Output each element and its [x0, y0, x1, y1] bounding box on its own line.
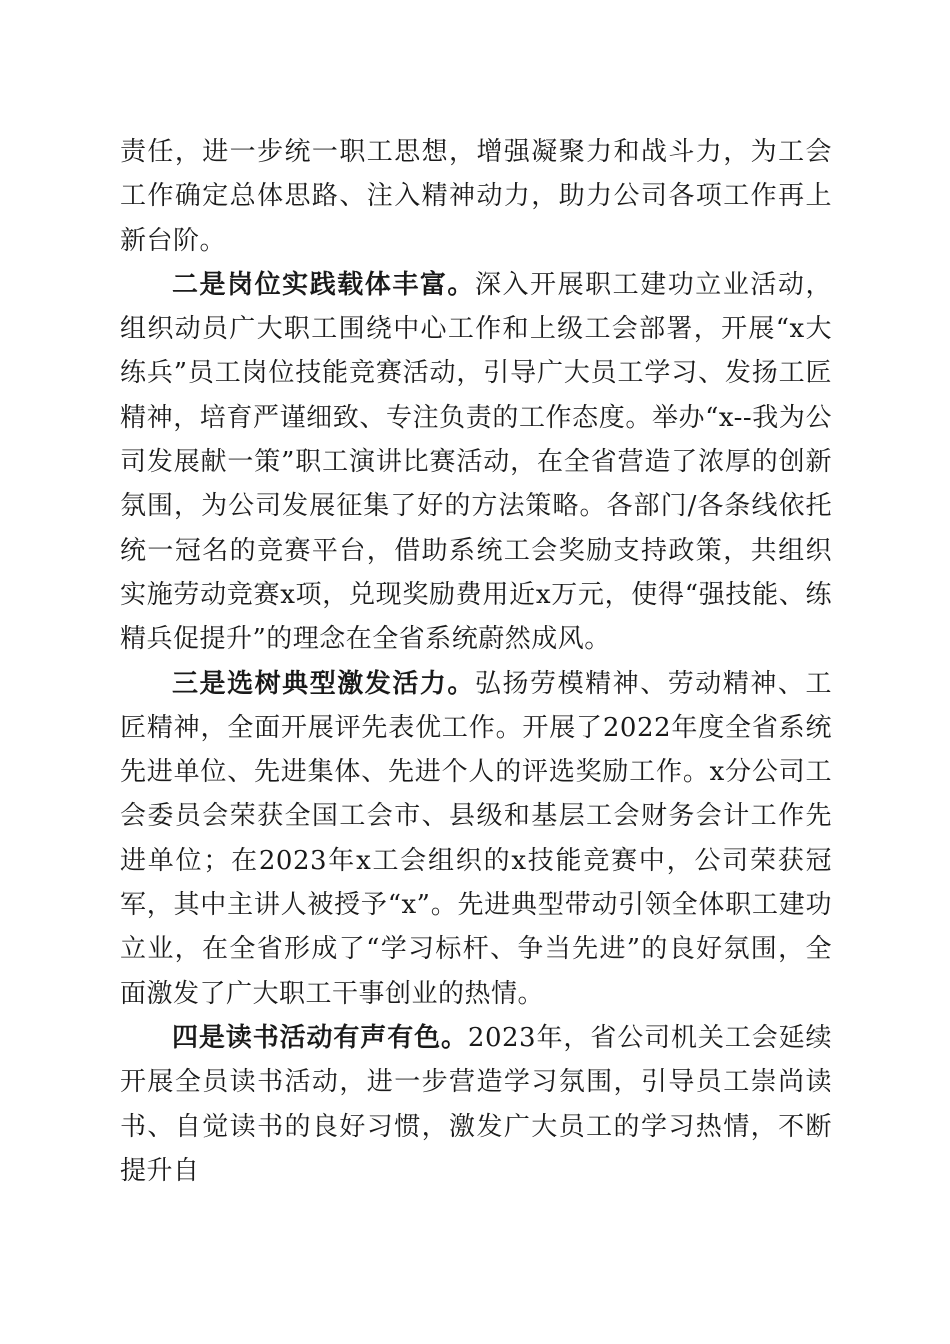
paragraph-role-models	[120, 662, 832, 1016]
paragraph-post-practice	[120, 263, 832, 662]
paragraph-heading: 三是选树典型激发活力。	[172, 668, 475, 699]
paragraph-text: 弘扬劳模精神、劳动精神、工匠精神，全面开展评先表优工作。开展了2022年度全省系统先进单位、先进集体、先进个人的评选奖励工作。x分公司工会委员会荣获全国工会市、县级和基层工会财务会计工作先进单位；在2023年x工会组织的x技能竞赛中，公司荣获冠军，其中主讲人被授予“x”。先进典型带动引领全体职工建功立业，在全省形成了“学习标杆、争当先进”的良好氛围，全面激发了广大职工干事创业的热情。	[120, 668, 832, 1009]
paragraph-text: 深入开展职工建功立业活动，组织动员广大职工围绕中心工作和上级工会部署，开展“x大练兵”员工岗位技能竞赛活动，引导广大员工学习、发扬工匠精神，培育严谨细致、专注负责的工作态度。举办“x--我为公司发展献一策”职工演讲比赛活动，在全省营造了浓厚的创新氛围，为公司发展征集了好的方法策略。各部门/各条线依托统一冠名的竞赛平台，借助系统工会奖励支持政策，共组织实施劳动竞赛x项，兑现奖励费用近x万元，使得“强技能、练精兵促提升”的理念在全省系统蔚然成风。	[120, 269, 832, 655]
paragraph-continuation	[120, 130, 832, 263]
paragraph-text: 责任，进一步统一职工思想，增强凝聚力和战斗力，为工会工作确定总体思路、注入精神动力，助力公司各项工作再上新台阶。	[120, 137, 832, 256]
paragraph-heading: 四是读书活动有声有色。	[172, 1022, 468, 1053]
paragraph-text: 2023年，省公司机关工会延续开展全员读书活动，进一步营造学习氛围，引导员工崇尚读书、自觉读书的良好习惯，激发广大员工的学习热情，不断提升自	[120, 1022, 832, 1186]
document-page	[120, 130, 832, 1193]
paragraph-reading	[120, 1016, 832, 1193]
paragraph-heading: 二是岗位实践载体丰富。	[172, 269, 475, 300]
